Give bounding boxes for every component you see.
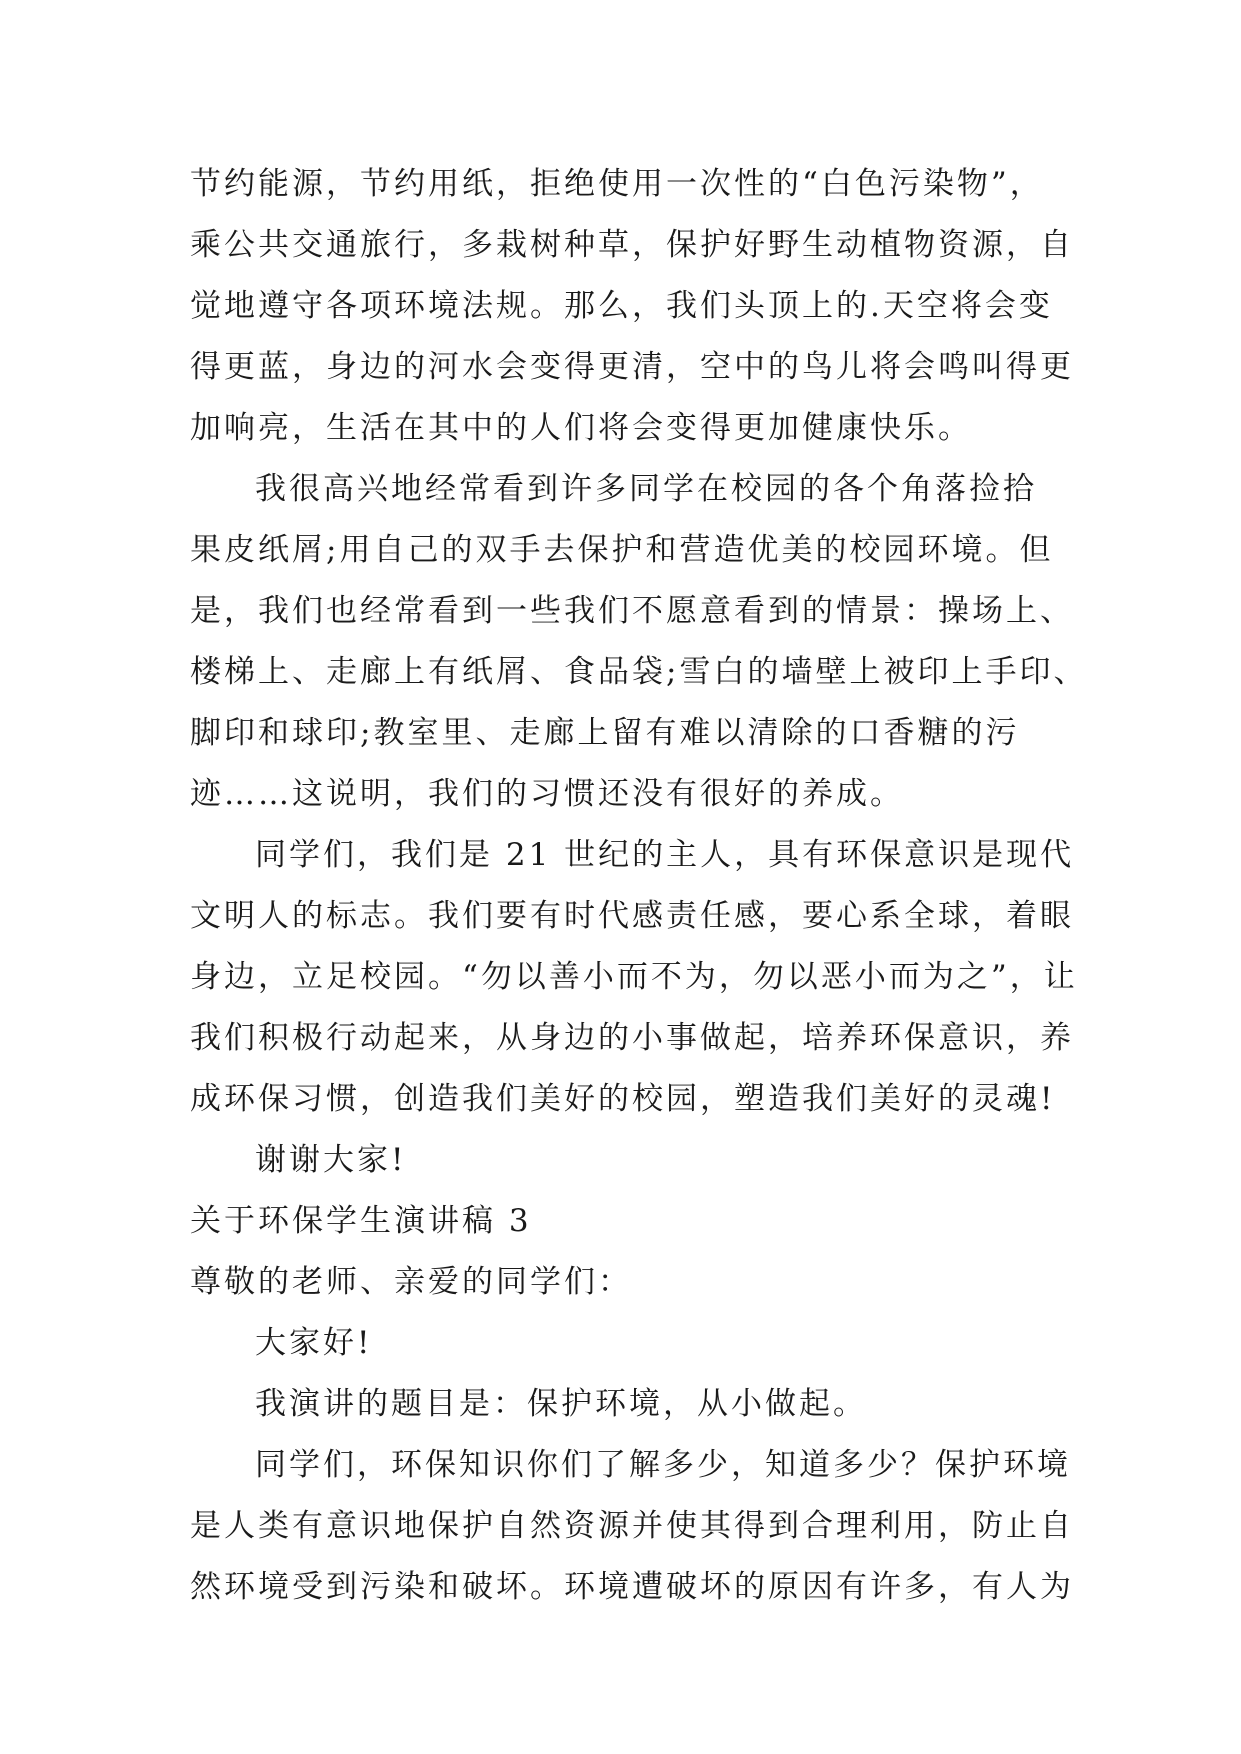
paragraph-line: 是人类有意识地保护自然资源并使其得到合理利用，防止自 bbox=[190, 1508, 1074, 1544]
paragraph-line: 果皮纸屑;用自己的双手去保护和营造优美的校园环境。但 bbox=[190, 532, 1054, 568]
paragraph-line: 是，我们也经常看到一些我们不愿意看到的情景：操场上、 bbox=[190, 593, 1074, 629]
paragraph-line: 我很高兴地经常看到许多同学在校园的各个角落捡拾 bbox=[255, 471, 1037, 507]
section-title: 关于环保学生演讲稿 3 bbox=[190, 1203, 532, 1239]
paragraph-line: 成环保习惯，创造我们美好的校园，塑造我们美好的灵魂! bbox=[190, 1081, 1056, 1117]
paragraph-line: 文明人的标志。我们要有时代感责任感，要心系全球，着眼 bbox=[190, 898, 1074, 934]
paragraph-line: 同学们，环保知识你们了解多少，知道多少？保护环境 bbox=[255, 1447, 1071, 1483]
paragraph-line: 乘公共交通旅行，多栽树种草，保护好野生动植物资源，自 bbox=[190, 227, 1074, 263]
paragraph-line: 节约能源，节约用纸，拒绝使用一次性的“白色污染物”， bbox=[190, 166, 1044, 202]
paragraph-line: 迹……这说明，我们的习惯还没有很好的养成。 bbox=[190, 776, 904, 812]
paragraph-line: 然环境受到污染和破坏。环境遭破坏的原因有许多，有人为 bbox=[190, 1569, 1074, 1605]
salutation: 尊敬的老师、亲爱的同学们： bbox=[190, 1264, 632, 1300]
paragraph-line: 身边，立足校园。“勿以善小而不为，勿以恶小而为之”，让 bbox=[190, 959, 1078, 995]
paragraph-line: 得更蓝，身边的河水会变得更清，空中的鸟儿将会鸣叫得更 bbox=[190, 349, 1074, 385]
paragraph-line: 我们积极行动起来，从身边的小事做起，培养环保意识，养 bbox=[190, 1020, 1074, 1056]
greeting: 大家好! bbox=[255, 1325, 373, 1361]
closing-line: 谢谢大家! bbox=[255, 1142, 407, 1178]
paragraph-line: 脚印和球印;教室里、走廊上留有难以清除的口香糖的污 bbox=[190, 715, 1020, 751]
paragraph-line: 加响亮，生活在其中的人们将会变得更加健康快乐。 bbox=[190, 410, 972, 446]
paragraph-line: 觉地遵守各项环境法规。那么，我们头顶上的.天空将会变 bbox=[190, 288, 1053, 324]
topic-line: 我演讲的题目是：保护环境，从小做起。 bbox=[255, 1386, 867, 1422]
paragraph-line: 同学们，我们是 21 世纪的主人，具有环保意识是现代 bbox=[255, 837, 1075, 873]
paragraph-line: 楼梯上、走廊上有纸屑、食品袋;雪白的墙壁上被印上手印、 bbox=[190, 654, 1088, 690]
